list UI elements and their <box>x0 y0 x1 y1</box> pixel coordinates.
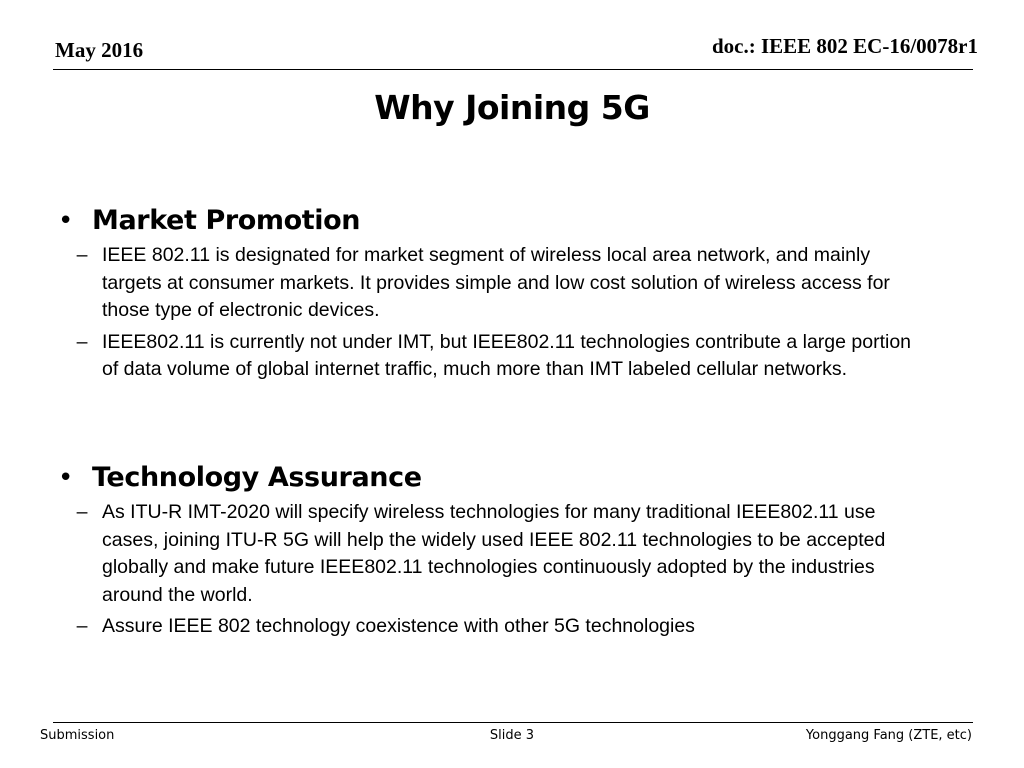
sub-bullet-item <box>58 242 932 325</box>
sub-bullet-text: Assure IEEE 802 technology coexistence with other 5G technologies <box>102 615 695 637</box>
sub-bullet-item <box>58 499 932 609</box>
bullet-icon: • <box>58 463 74 493</box>
section-technology-assurance <box>58 462 932 645</box>
footer-submission: Submission <box>40 728 115 743</box>
section-heading-row <box>58 205 932 236</box>
sub-bullet-list <box>58 499 932 641</box>
footer-slide-number: Slide 3 <box>489 728 535 743</box>
section-heading: Technology Assurance <box>92 462 422 493</box>
dash-icon: – <box>76 615 88 637</box>
sub-bullet-text: As ITU-R IMT-2020 will specify wireless technologies for many traditional IEEE802.11 use cases, joining ITU-R 5G will help the widely used IEEE 802.11 technologies to be accepted globally and make future IEEE802.11 technologies continuously adopted by the industries around the world. <box>102 501 886 606</box>
sub-bullet-text: IEEE802.11 is currently not under IMT, but IEEE802.11 technologies contribute a large portion of data volume of global internet traffic, much more than IMT labeled cellular networks. <box>102 330 912 380</box>
dash-icon: – <box>76 244 88 266</box>
dash-icon: – <box>76 330 88 353</box>
sub-bullet-text: IEEE 802.11 is designated for market segment of wireless local area network, and mainly targets at consumer markets. It provides simple and low cost solution of wireless access for those type of electronic devices. <box>102 244 890 321</box>
header-date: May 2016 <box>55 38 144 62</box>
header-rule <box>53 69 973 70</box>
sub-bullet-item <box>58 329 932 384</box>
sub-bullet-item <box>58 613 932 641</box>
header-doc-id: doc.: IEEE 802 EC-16/0078r1 <box>711 34 978 58</box>
section-market-promotion <box>58 205 932 388</box>
sub-bullet-list <box>58 242 932 384</box>
section-heading-row <box>58 462 932 493</box>
dash-icon: – <box>76 501 88 523</box>
bullet-icon: • <box>58 206 74 236</box>
footer-author: Yonggang Fang (ZTE, etc) <box>805 728 972 743</box>
footer-rule <box>53 722 973 723</box>
slide-title: Why Joining 5G <box>374 88 650 127</box>
section-heading: Market Promotion <box>92 205 361 236</box>
